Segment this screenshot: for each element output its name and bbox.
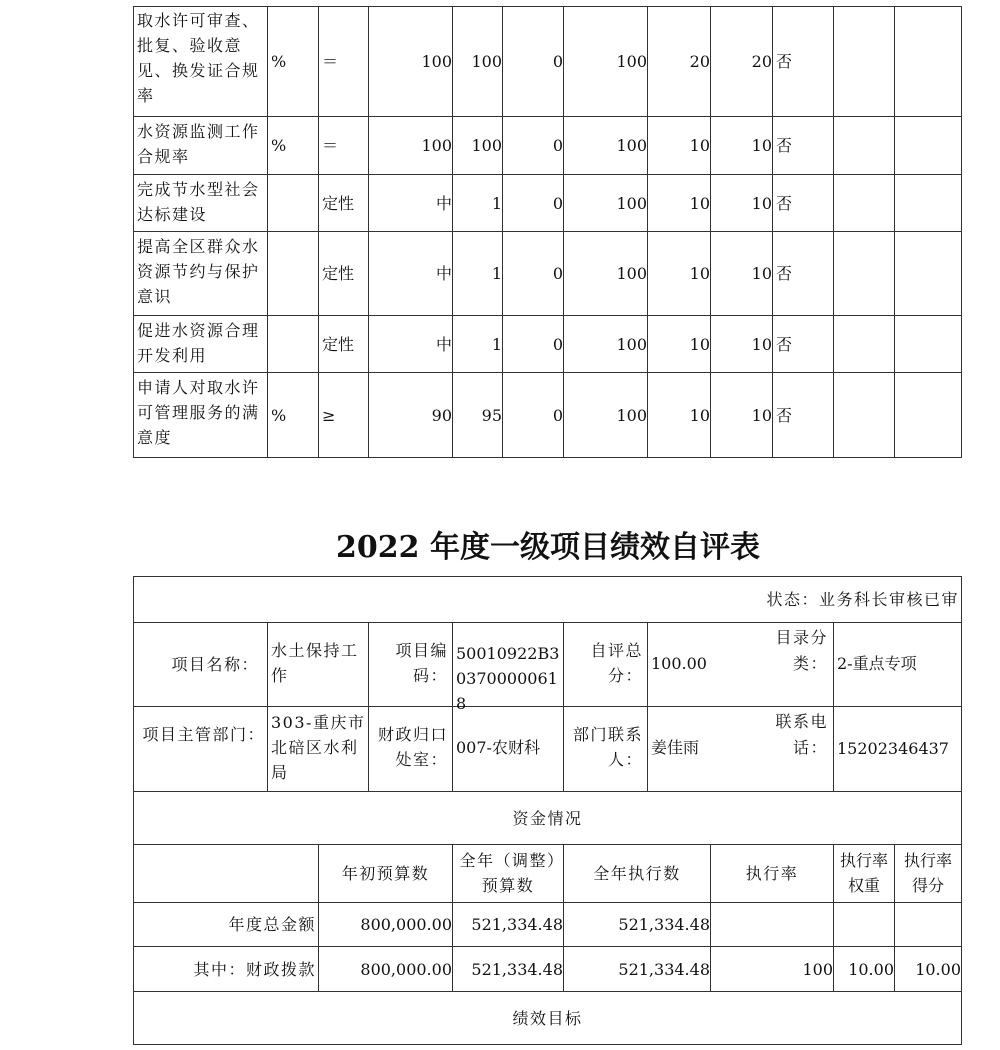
full-score: 100 [616, 264, 647, 283]
funds-initial: 800,000.00 [360, 959, 452, 979]
full-score: 100 [616, 52, 647, 71]
deviation-value: 0 [552, 264, 563, 283]
project-code-label: 项目编码： [395, 641, 448, 685]
target-value: 中 [435, 334, 452, 354]
score: 20 [751, 52, 772, 71]
flag: 否 [776, 405, 793, 425]
phone: 15202346437 [837, 739, 949, 758]
weight: 20 [689, 52, 710, 71]
funds-rate-score: 10.00 [915, 959, 961, 979]
operator: 定性 [322, 264, 355, 283]
header-rate: 执行率 [745, 864, 799, 883]
flag: 否 [776, 193, 793, 213]
header-rate-score: 执行率得分 [903, 851, 952, 895]
operator: 定性 [322, 193, 355, 213]
deviation-value: 0 [552, 52, 563, 71]
catalog-label: 目录分类： [775, 628, 828, 673]
funds-row-label: 其中：财政拨款 [193, 959, 316, 979]
header-executed: 全年执行数 [593, 864, 681, 883]
weight: 10 [689, 264, 710, 283]
flag: 否 [776, 264, 793, 283]
operator: 定性 [322, 334, 355, 354]
actual-value: 1 [491, 193, 502, 213]
indicator-name: 取水许可审查、批复、验收意见、换发证合规率 [137, 11, 260, 105]
header-adjusted: 全年（调整）预算数 [459, 851, 557, 895]
target-value: 中 [435, 193, 452, 213]
weight: 10 [689, 405, 710, 425]
operator: ＝ [322, 52, 339, 71]
project-code: 50010922B303700000618 [456, 644, 560, 713]
actual-value: 1 [491, 264, 502, 283]
page-title: 2022 年度一级项目绩效自评表 [336, 530, 760, 565]
header-rate-weight: 执行率权重 [839, 851, 888, 895]
funds-row-label: 年度总金额 [228, 915, 316, 934]
operator: ＝ [322, 136, 339, 155]
funds-rate-weight: 10.00 [848, 959, 894, 979]
score: 10 [751, 405, 772, 425]
project-name-label: 项目名称： [171, 655, 259, 674]
goals-section-title: 绩效目标 [512, 1008, 583, 1028]
target-value: 100 [421, 52, 452, 71]
score: 10 [751, 136, 772, 155]
full-score: 100 [616, 193, 647, 213]
status-text: 状态：业务科长审核已审 [766, 590, 959, 609]
funds-adjusted: 521,334.48 [471, 959, 563, 979]
finance-label: 财政归口处室： [377, 725, 448, 769]
funds-rate: 100 [802, 959, 833, 979]
unit: % [271, 405, 287, 425]
header-initial: 年初预算数 [341, 864, 430, 883]
deviation-value: 0 [552, 136, 563, 155]
deviation-value: 0 [552, 405, 563, 425]
score: 10 [751, 334, 772, 354]
deviation-value: 0 [552, 334, 563, 354]
funds-adjusted: 521,334.48 [471, 915, 563, 934]
actual-value: 1 [491, 334, 502, 354]
self-score-label: 自评总分： [590, 641, 643, 685]
dept: 303-重庆市北碚区水利局 [271, 713, 366, 782]
unit: % [271, 136, 287, 155]
full-score: 100 [616, 334, 647, 354]
score: 10 [751, 264, 772, 283]
indicator-name: 水资源监测工作合规率 [137, 122, 260, 166]
target-value: 90 [431, 405, 452, 425]
dept-label: 项目主管部门： [142, 725, 265, 744]
finance: 007-农财科 [456, 738, 540, 757]
score: 10 [751, 193, 772, 213]
flag: 否 [776, 136, 793, 155]
self-score: 100.00 [651, 654, 707, 673]
funds-section-title: 资金情况 [512, 808, 583, 828]
full-score: 100 [616, 405, 647, 425]
target-value: 中 [435, 264, 452, 283]
indicator-name: 申请人对取水许可管理服务的满意度 [137, 378, 260, 447]
contact: 姜佳雨 [651, 738, 700, 757]
catalog: 2-重点专项 [837, 654, 917, 673]
actual-value: 95 [481, 405, 502, 425]
funds-executed: 521,334.48 [618, 959, 710, 979]
funds-initial: 800,000.00 [360, 915, 452, 934]
weight: 10 [689, 334, 710, 354]
weight: 10 [689, 193, 710, 213]
unit: % [271, 52, 287, 71]
indicator-name: 完成节水型社会达标建设 [137, 180, 260, 224]
target-value: 100 [421, 136, 452, 155]
full-score: 100 [616, 136, 647, 155]
weight: 10 [689, 136, 710, 155]
operator: ≥ [322, 405, 336, 425]
project-name: 水土保持工作 [271, 641, 359, 685]
phone-label: 联系电话： [775, 712, 828, 757]
actual-value: 100 [471, 52, 502, 71]
indicator-name: 提高全区群众水资源节约与保护意识 [137, 237, 260, 306]
deviation-value: 0 [552, 193, 563, 213]
funds-executed: 521,334.48 [618, 915, 710, 934]
contact-label: 部门联系人： [572, 725, 643, 769]
indicator-name: 促进水资源合理开发利用 [137, 321, 260, 365]
flag: 否 [776, 334, 793, 354]
actual-value: 100 [471, 136, 502, 155]
flag: 否 [776, 52, 793, 71]
